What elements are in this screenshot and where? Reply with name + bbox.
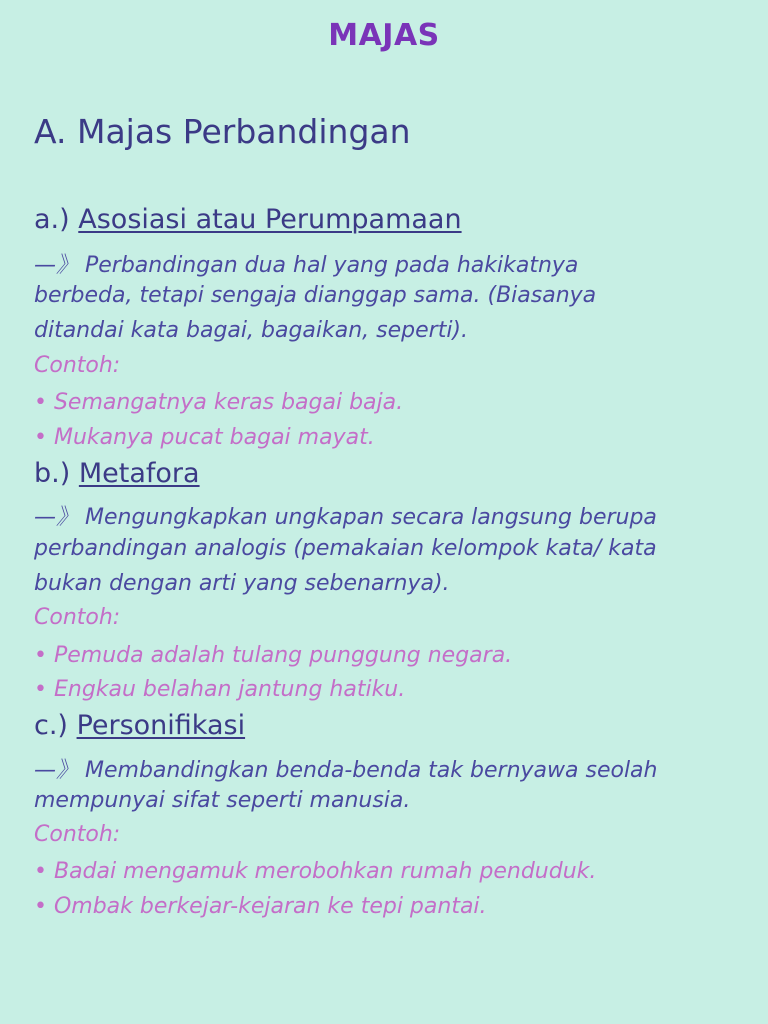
description-line: —》 Membandingkan benda-benda tak bernyawa seolah	[34, 758, 658, 783]
subsection-label: b.)	[34, 458, 71, 489]
description-line: mempunyai sifat seperti manusia.	[34, 788, 411, 813]
subsection-label: a.)	[34, 204, 70, 235]
subsection-heading-personifikasi	[34, 710, 245, 741]
section-heading: A. Majas Perbandingan	[34, 112, 411, 151]
example-item: • Mukanya pucat bagai mayat.	[34, 425, 375, 450]
description-line: —》 Perbandingan dua hal yang pada hakikatnya	[34, 253, 579, 278]
subsection-name: Asosiasi atau Perumpamaan	[78, 204, 462, 235]
description-line: —》 Mengungkapkan ungkapan secara langsung berupa	[34, 505, 657, 530]
example-item: • Semangatnya keras bagai baja.	[34, 390, 404, 415]
subsection-label: c.)	[34, 710, 68, 741]
description-line: perbandingan analogis (pemakaian kelompok kata/ kata	[34, 536, 657, 561]
description-line: ditandai kata bagai, bagaikan, seperti).	[34, 318, 469, 343]
example-item: • Pemuda adalah tulang punggung negara.	[34, 643, 513, 668]
subsection-name: Personifikasi	[76, 710, 246, 741]
example-item: • Badai mengamuk merobohkan rumah penduduk.	[34, 859, 597, 884]
example-item: • Ombak berkejar-kejaran ke tepi pantai.	[34, 894, 487, 919]
example-label: Contoh:	[34, 822, 121, 847]
example-label: Contoh:	[34, 605, 121, 630]
page-title: MAJAS	[328, 18, 440, 53]
example-label: Contoh:	[34, 353, 121, 378]
example-item: • Engkau belahan jantung hatiku.	[34, 677, 406, 702]
description-line: berbeda, tetapi sengaja dianggap sama. (Biasanya	[34, 283, 597, 308]
subsection-heading-metafora	[34, 458, 200, 489]
subsection-heading-asosiasi	[34, 204, 462, 235]
description-line: bukan dengan arti yang sebenarnya).	[34, 571, 450, 596]
subsection-name: Metafora	[78, 458, 200, 489]
